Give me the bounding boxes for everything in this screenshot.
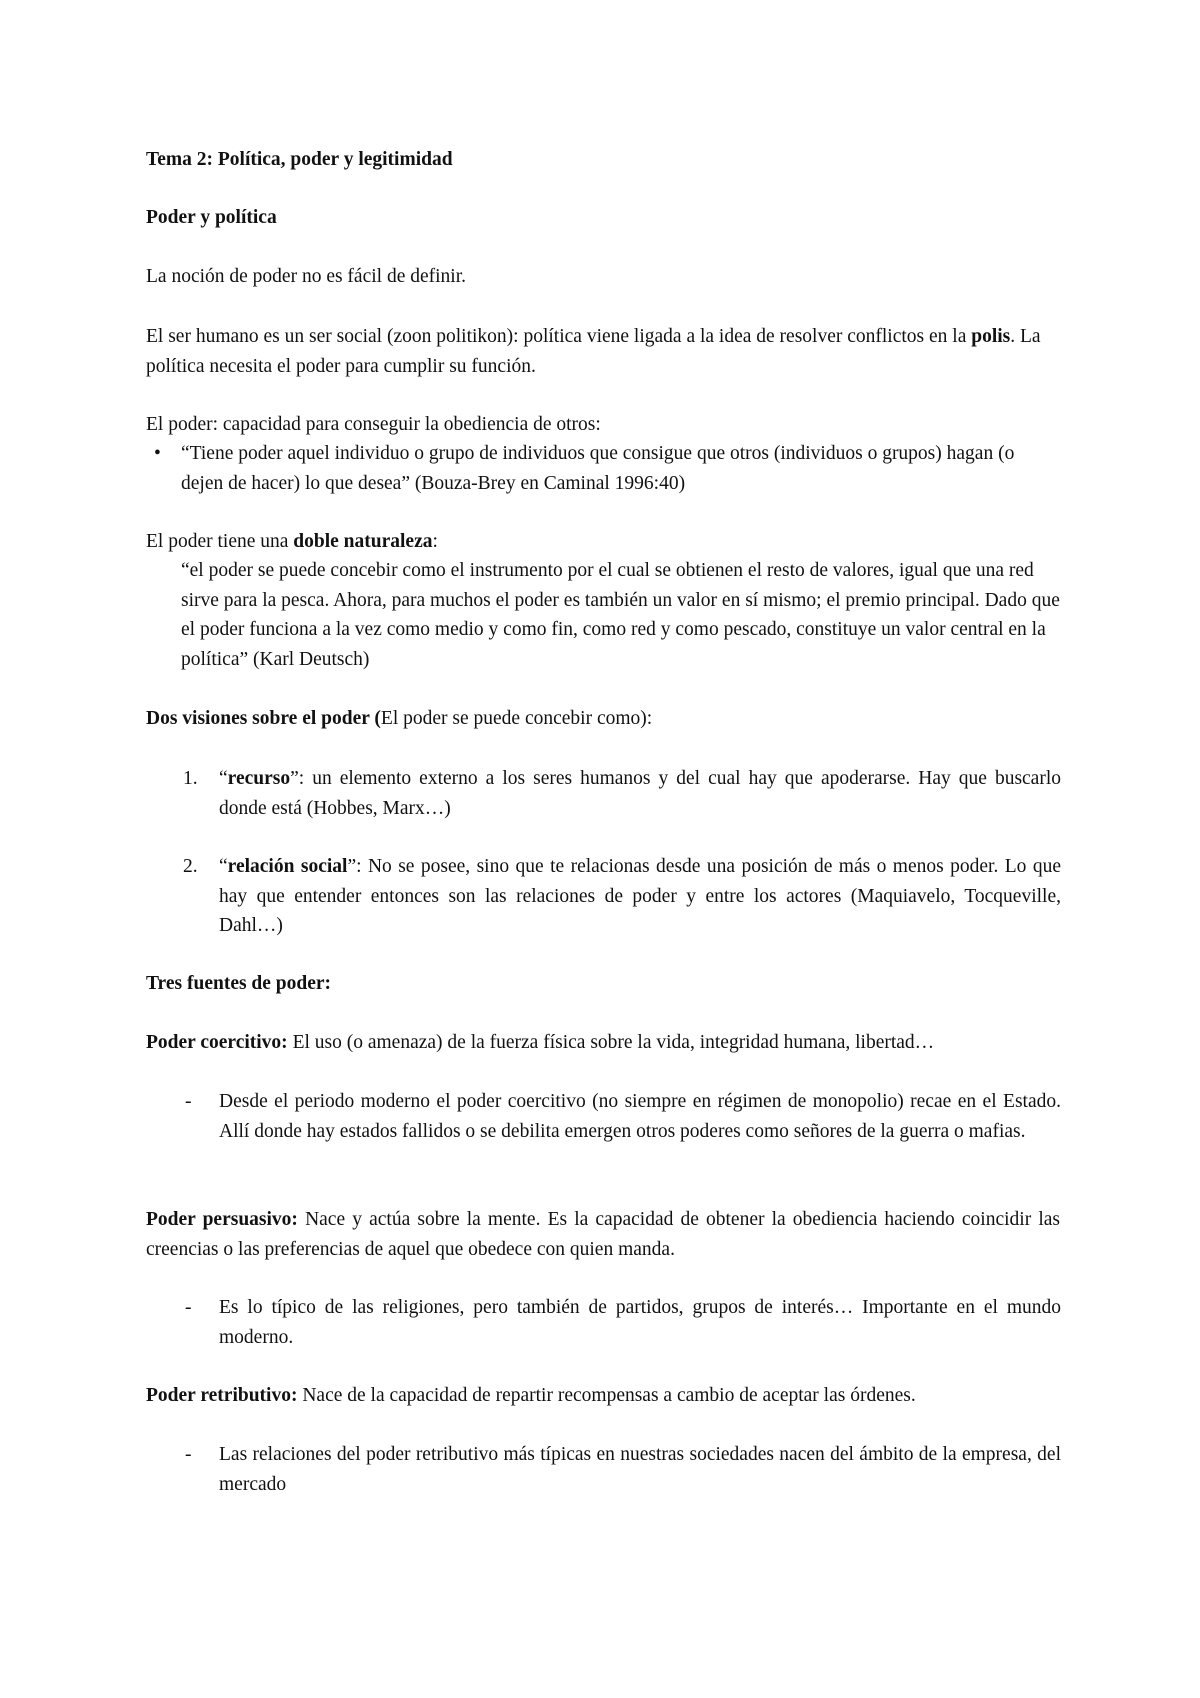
section-heading-poder-politica: Poder y política [146,207,277,228]
list-number: 1. [183,768,198,789]
dash-marker: - [185,1091,192,1112]
dash-marker: - [185,1444,192,1465]
bullet-glyph: • [154,443,161,464]
quote-bouza-brey: “Tiene poder aquel individuo o grupo de individuos que consigue que otros (individuos o grupos) hagan (o dejen de hacer) lo que desea” (Bouza-Brey en Caminal 1996:40) [181,443,1015,494]
document-title: Tema 2: Política, poder y legitimidad [146,149,453,170]
note-persuasivo: Es lo típico de las religiones, pero también de partidos, grupos de interés… Importante en el mundo moderno. [219,1297,1061,1348]
quote-karl-deutsch: “el poder se puede concebir como el instrumento por el cual se obtienen el resto de valores, igual que una red sirve para la pesca. Ahora, para muchos el poder es también un valor en sí mismo; el premio principal. Dado que el poder funciona a la vez como medio y como fin, como red y como pescado, constituye un valor central en la política” (Karl Deutsch) [181,560,1060,670]
note-coercitivo: Desde el periodo moderno el poder coercitivo (no siempre en régimen de monopolio) recae en el Estado. Allí donde hay estados fallidos o se debilita emergen otros poderes como señores de la guerra o mafias. [219,1091,1061,1142]
paragraph-definicion-poder: El poder: capacidad para conseguir la obediencia de otros: [146,414,601,435]
list-number: 2. [183,856,198,877]
paragraph-poder-coercitivo: Poder coercitivo: El uso (o amenaza) de la fuerza física sobre la vida, integridad humana, libertad… [146,1032,935,1053]
note-retributivo: Las relaciones del poder retributivo más típicas en nuestras sociedades nacen del ámbito de la empresa, del mercado [219,1444,1061,1495]
section-heading-dos-visiones: Dos visiones sobre el poder (El poder se puede concebir como): [146,708,653,729]
paragraph-poder-retributivo: Poder retributivo: Nace de la capacidad de repartir recompensas a cambio de aceptar las órdenes. [146,1385,916,1406]
paragraph-poder-persuasivo: Poder persuasivo: Nace y actúa sobre la mente. Es la capacidad de obtener la obediencia haciendo coincidir las creencias o las preferencias de aquel que obedece con quien manda. [146,1209,1060,1260]
paragraph-doble-naturaleza: El poder tiene una doble naturaleza: [146,531,438,552]
paragraph-ser-social: El ser humano es un ser social (zoon politikon): política viene ligada a la idea de resolver conflictos en la polis. La política necesita el poder para cumplir su función. [146,326,1041,377]
paragraph-noción-poder: La noción de poder no es fácil de definir. [146,266,467,287]
list-item-relacion-social: “relación social”: No se posee, sino que te relacionas desde una posición de más o menos poder. Lo que hay que entender entonces son las relaciones de poder y entre los actores (Maquiavelo, Tocqueville, Dahl…) [219,856,1061,936]
section-heading-tres-fuentes: Tres fuentes de poder: [146,973,332,994]
list-item-recurso: “recurso”: un elemento externo a los seres humanos y del cual hay que apoderarse. Hay que buscarlo donde está (Hobbes, Marx…) [219,768,1061,819]
dash-marker: - [185,1297,192,1318]
